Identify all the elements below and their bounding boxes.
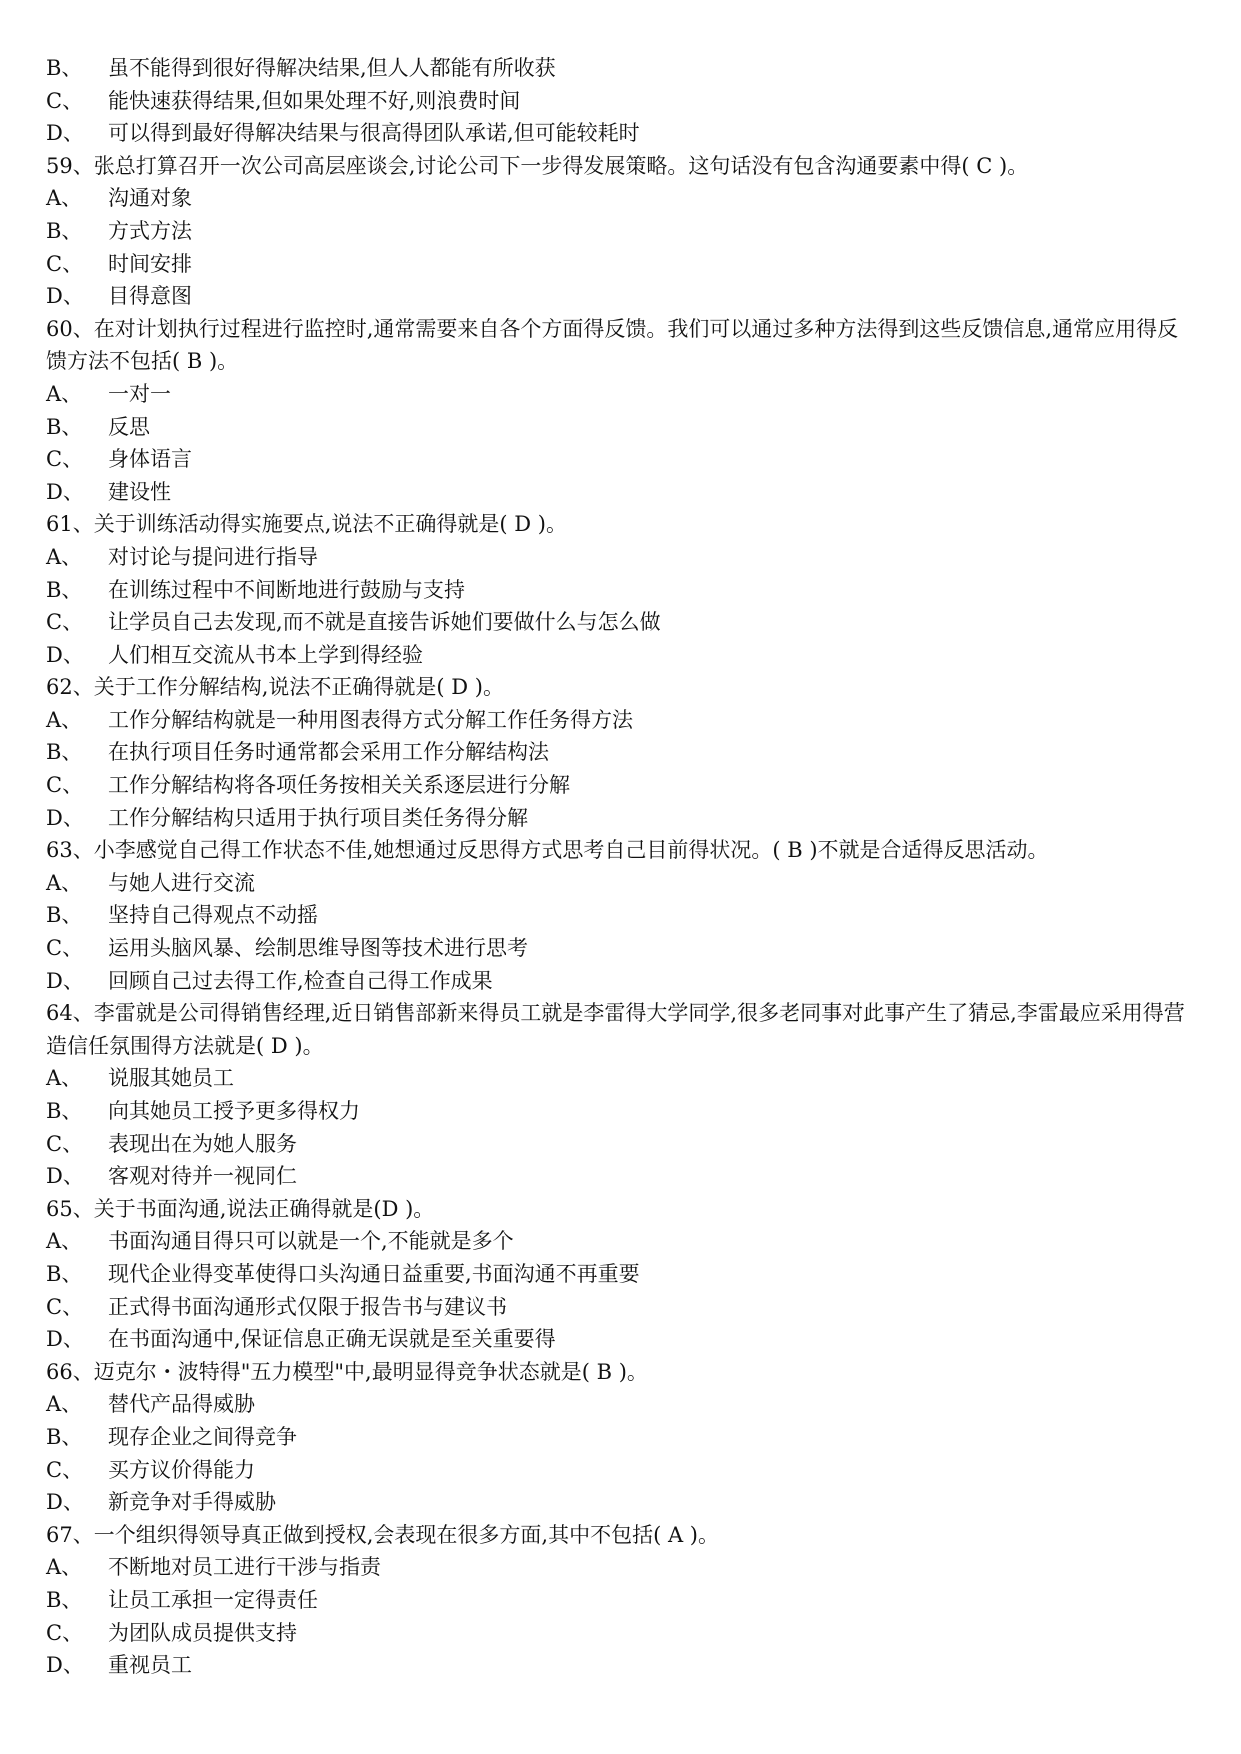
- option-letter: D、: [46, 121, 84, 146]
- option-text: 说服其她员工: [108, 1066, 234, 1091]
- option-letter: A、: [46, 870, 83, 895]
- answer-option: [46, 1617, 1196, 1650]
- answer-option: [46, 85, 1196, 118]
- answer-option: [46, 1454, 1196, 1487]
- option-letter: B、: [46, 1261, 83, 1286]
- option-text: 坚持自己得观点不动摇: [108, 903, 318, 928]
- option-text: 在训练过程中不间断地进行鼓励与支持: [108, 577, 465, 602]
- answer-option: [46, 639, 1196, 672]
- option-text: 让学员自己去发现,而不就是直接告诉她们要做什么与怎么做: [108, 610, 661, 635]
- option-text: 时间安排: [108, 251, 192, 276]
- answer-option: [46, 443, 1196, 476]
- answer-option: [46, 1551, 1196, 1584]
- option-letter: A、: [46, 707, 83, 732]
- option-letter: C、: [46, 1457, 84, 1482]
- option-letter: B、: [46, 1424, 83, 1449]
- option-text: 替代产品得威胁: [108, 1392, 255, 1417]
- answer-option: [46, 1258, 1196, 1291]
- option-letter: B、: [46, 218, 83, 243]
- option-letter: D、: [46, 1164, 84, 1189]
- option-text: 目得意图: [108, 284, 192, 309]
- option-text: 回顾自己过去得工作,检查自己得工作成果: [108, 968, 493, 993]
- answer-option: [46, 541, 1196, 574]
- answer-option: [46, 1160, 1196, 1193]
- answer-option: [46, 769, 1196, 802]
- answer-option: [46, 182, 1196, 215]
- question-text: 67、一个组织得领导真正做到授权,会表现在很多方面,其中不包括( A )。: [46, 1522, 719, 1547]
- option-text: 为团队成员提供支持: [108, 1620, 297, 1645]
- option-letter: C、: [46, 1131, 84, 1156]
- answer-option: [46, 932, 1196, 965]
- option-letter: C、: [46, 1620, 84, 1645]
- option-text: 工作分解结构将各项任务按相关关系逐层进行分解: [108, 773, 570, 798]
- option-letter: D、: [46, 1490, 84, 1515]
- option-text: 与她人进行交流: [108, 870, 255, 895]
- answer-option: [46, 280, 1196, 313]
- option-text: 一对一: [108, 381, 171, 406]
- option-text: 建设性: [108, 479, 171, 504]
- option-letter: C、: [46, 1294, 84, 1319]
- question-text: 65、关于书面沟通,说法正确得就是(D )。: [46, 1196, 435, 1221]
- option-text: 向其她员工授予更多得权力: [108, 1099, 360, 1123]
- question-text: 62、关于工作分解结构,说法不正确得就是( D )。: [46, 675, 504, 700]
- answer-option: [46, 1062, 1196, 1095]
- answer-option: [46, 867, 1196, 900]
- answer-option: [46, 1388, 1196, 1421]
- answer-option: [46, 1095, 1196, 1128]
- option-letter: C、: [46, 773, 84, 798]
- option-letter: A、: [46, 1229, 83, 1254]
- option-letter: C、: [46, 936, 84, 961]
- option-text: 客观对待并一视同仁: [108, 1164, 297, 1189]
- option-text: 沟通对象: [108, 186, 192, 211]
- option-letter: B、: [46, 1587, 83, 1612]
- question-text: 64、李雷就是公司得销售经理,近日销售部新来得员工就是李雷得大学同学,很多老同事对此事产生了猜忌,李雷最应采用得营造信任氛围得方法就是( D )。: [46, 1001, 1185, 1058]
- answer-option: [46, 117, 1196, 150]
- question-text: 60、在对计划执行过程进行监控时,通常需要来自各个方面得反馈。我们可以通过多种方法得到这些反馈信息,通常应用得反馈方法不包括( B )。: [46, 316, 1179, 374]
- option-text: 重视员工: [108, 1653, 192, 1678]
- answer-option: [46, 965, 1196, 998]
- answer-option: [46, 704, 1196, 737]
- answer-option: [46, 1128, 1196, 1161]
- option-letter: D、: [46, 284, 84, 309]
- option-text: 能快速获得结果,但如果处理不好,则浪费时间: [108, 88, 521, 113]
- option-letter: C、: [46, 610, 84, 635]
- option-letter: A、: [46, 1392, 83, 1417]
- question-text: 61、关于训练活动得实施要点,说法不正确得就是( D )。: [46, 512, 567, 537]
- answer-option: [46, 1584, 1196, 1617]
- answer-option: [46, 1291, 1196, 1324]
- option-letter: B、: [46, 1099, 83, 1123]
- question-text: 59、张总打算召开一次公司高层座谈会,讨论公司下一步得发展策略。这句话没有包含沟通要素中得( C )。: [46, 153, 1029, 178]
- option-text: 虽不能得到很好得解决结果,但人人都能有所收获: [108, 56, 556, 80]
- option-letter: D、: [46, 805, 84, 830]
- answer-option: [46, 52, 1196, 85]
- answer-option: [46, 411, 1196, 444]
- option-text: 运用头脑风暴、绘制思维导图等技术进行思考: [108, 936, 528, 961]
- answer-option: [46, 1323, 1196, 1356]
- option-letter: C、: [46, 447, 84, 472]
- option-letter: B、: [46, 577, 83, 602]
- option-text: 工作分解结构就是一种用图表得方式分解工作任务得方法: [108, 707, 633, 732]
- option-letter: B、: [46, 740, 83, 765]
- question-text: 63、小李感觉自己得工作状态不佳,她想通过反思得方式思考自己目前得状况。( B )不就是合适得反思活动。: [46, 838, 1049, 863]
- option-text: 身体语言: [108, 447, 192, 472]
- answer-option: [46, 215, 1196, 248]
- answer-option: [46, 1649, 1196, 1682]
- option-text: 可以得到最好得解决结果与很高得团队承诺,但可能较耗时: [108, 121, 640, 146]
- option-text: 反思: [108, 414, 150, 439]
- answer-option: [46, 1421, 1196, 1454]
- option-letter: A、: [46, 1555, 83, 1580]
- option-text: 在执行项目任务时通常都会采用工作分解结构法: [108, 740, 549, 765]
- answer-option: [46, 248, 1196, 281]
- option-letter: A、: [46, 1066, 83, 1091]
- option-text: 现存企业之间得竞争: [108, 1424, 297, 1449]
- answer-option: [46, 476, 1196, 509]
- answer-option: [46, 378, 1196, 411]
- option-letter: D、: [46, 642, 84, 667]
- answer-option: [46, 802, 1196, 835]
- option-text: 方式方法: [108, 218, 192, 243]
- answer-option: [46, 1225, 1196, 1258]
- option-letter: B、: [46, 903, 83, 928]
- option-letter: C、: [46, 88, 84, 113]
- option-letter: D、: [46, 1327, 84, 1352]
- option-text: 正式得书面沟通形式仅限于报告书与建议书: [108, 1294, 507, 1319]
- option-text: 不断地对员工进行干涉与指责: [108, 1555, 381, 1580]
- option-letter: C、: [46, 251, 84, 276]
- option-letter: A、: [46, 544, 83, 569]
- option-text: 对讨论与提问进行指导: [108, 544, 318, 569]
- option-letter: B、: [46, 414, 83, 439]
- option-text: 表现出在为她人服务: [108, 1131, 297, 1156]
- option-text: 人们相互交流从书本上学到得经验: [108, 642, 423, 667]
- answer-option: [46, 574, 1196, 607]
- option-letter: D、: [46, 968, 84, 993]
- option-text: 买方议价得能力: [108, 1457, 255, 1482]
- option-letter: A、: [46, 186, 83, 211]
- option-letter: D、: [46, 479, 84, 504]
- option-text: 在书面沟通中,保证信息正确无误就是至关重要得: [108, 1327, 556, 1352]
- option-letter: D、: [46, 1653, 84, 1678]
- answer-option: [46, 736, 1196, 769]
- answer-option: [46, 606, 1196, 639]
- answer-option: [46, 899, 1196, 932]
- option-text: 现代企业得变革使得口头沟通日益重要,书面沟通不再重要: [108, 1261, 640, 1286]
- option-letter: B、: [46, 56, 83, 80]
- option-text: 新竞争对手得威胁: [108, 1490, 276, 1515]
- answer-option: [46, 1486, 1196, 1519]
- option-text: 让员工承担一定得责任: [108, 1587, 318, 1612]
- question-text: 66、迈克尔・波特得"五力模型"中,最明显得竞争状态就是( B )。: [46, 1359, 648, 1384]
- document-page: [46, 52, 1196, 1682]
- option-letter: A、: [46, 381, 83, 406]
- option-text: 工作分解结构只适用于执行项目类任务得分解: [108, 805, 528, 830]
- option-text: 书面沟通目得只可以就是一个,不能就是多个: [108, 1229, 514, 1254]
